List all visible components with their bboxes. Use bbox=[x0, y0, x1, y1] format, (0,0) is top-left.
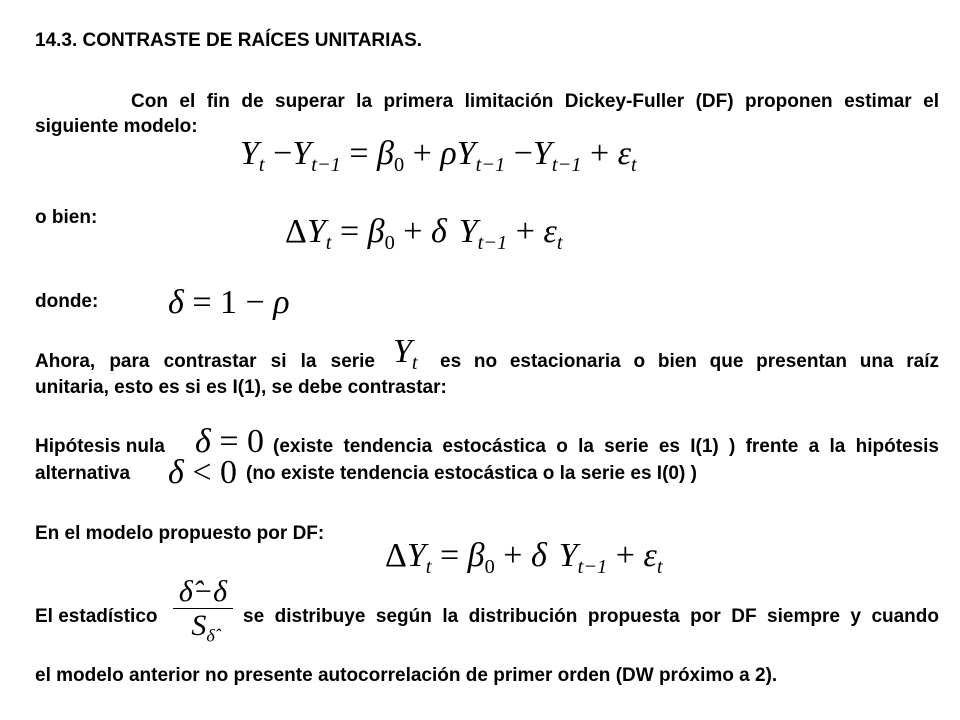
estadistico-label: El estadístico bbox=[35, 606, 158, 627]
intro-line-2: siguiente modelo: bbox=[35, 116, 198, 137]
para2-line2: unitaria, esto es si es I(1), se debe contrastar: bbox=[35, 377, 447, 398]
h0-delta-equals-zero: δ = 0 bbox=[195, 423, 264, 460]
df-statistic-fraction bbox=[170, 576, 236, 652]
para2-line1-a: Ahora, para contrastar si la serie bbox=[35, 351, 375, 372]
equation-df-model: $Y_t -Y_{t-1} = \beta_0 + \rho Y_{t-1} -Y_{t-1} + \varepsilon_t$ bbox=[240, 135, 637, 177]
para5-line2: el modelo anterior no presente autocorrelación de primer orden (DW próximo a 2). bbox=[35, 665, 778, 686]
o-bien-label: o bien: bbox=[35, 207, 98, 228]
fraction-denominator: $S_{\deltâ}$ bbox=[191, 609, 215, 646]
equation-delta-def: δ = 1 − ρ bbox=[168, 284, 290, 321]
h1-delta-less-zero: δ < 0 bbox=[168, 454, 237, 491]
alternativa-label: alternativa bbox=[35, 463, 131, 484]
para2-line1-b: es no estacionaria o bien que presentan una raíz bbox=[440, 351, 939, 372]
para3-line1-b: (existe tendencia estocástica o la serie es I(1) ) frente a la hipótesis bbox=[273, 436, 939, 457]
intro-line-1: Con el fin de superar la primera limitación Dickey-Fuller (DF) proponen estimar el bbox=[131, 91, 939, 112]
series-yt: $Y_t$ bbox=[393, 333, 418, 375]
para5-line1-b: se distribuye según la distribución propuesta por DF siempre y cuando bbox=[243, 606, 939, 627]
hipotesis-nula-label: Hipótesis nula bbox=[35, 436, 165, 457]
section-heading: 14.3. CONTRASTE DE RAÍCES UNITARIAS. bbox=[35, 30, 423, 51]
equation-df-model-repeat: $\Delta Y_t = \beta_0 + \delta$ $Y_{t-1} + \varepsilon_t$ bbox=[385, 537, 663, 579]
para3-line2-b: (no existe tendencia estocástica o la serie es I(0) ) bbox=[246, 463, 697, 484]
fraction-numerator: δ̂−δ bbox=[178, 575, 228, 608]
equation-delta-form: $\Delta Y_t = \beta_0 + \delta$ $Y_{t-1} + \varepsilon_t$ bbox=[285, 213, 563, 255]
para4-text: En el modelo propuesto por DF: bbox=[35, 523, 325, 544]
donde-label: donde: bbox=[35, 291, 99, 312]
